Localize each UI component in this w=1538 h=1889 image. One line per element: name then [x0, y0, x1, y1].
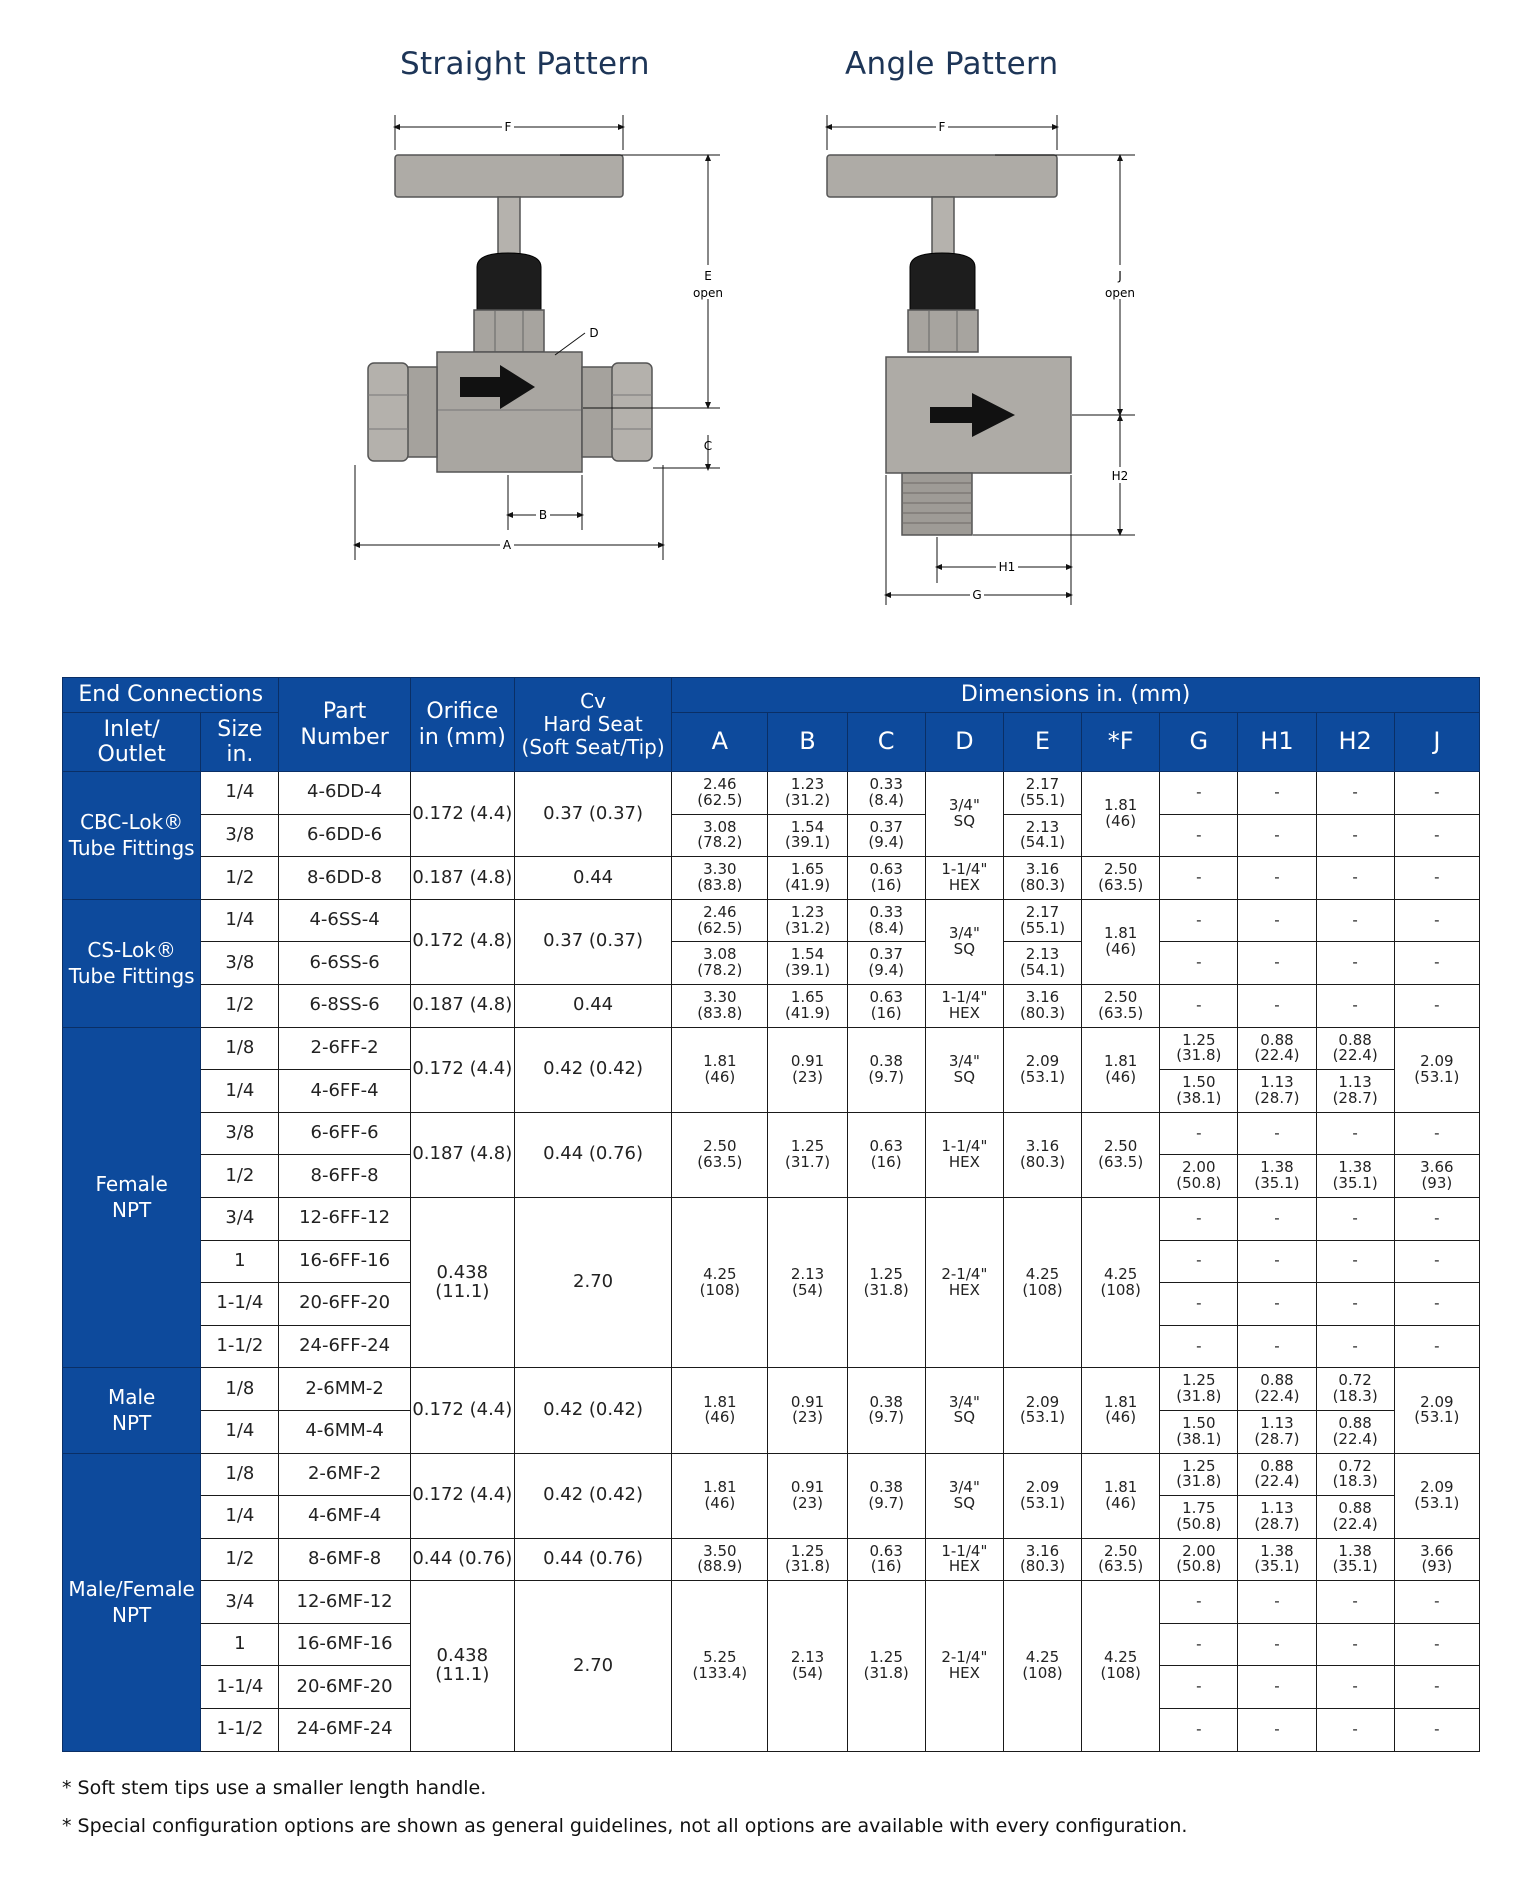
dim-e-cell: 2.17 (55.1) — [1003, 899, 1081, 942]
dim-g-cell: 2.00 (50.8) — [1160, 1538, 1238, 1581]
header-cv: Cv Hard Seat (Soft Seat/Tip) — [514, 678, 671, 772]
dim-j-cell: - — [1394, 984, 1479, 1027]
dim-f-cell: 4.25 (108) — [1082, 1581, 1160, 1751]
dim-h1-cell: 1.13 (28.7) — [1238, 1496, 1316, 1539]
cv-cell: 0.44 — [514, 984, 671, 1027]
cv-cell: 0.37 (0.37) — [514, 899, 671, 984]
connection-group: Male/Female NPT — [63, 1453, 201, 1751]
dim-c-cell: 0.33 (8.4) — [847, 772, 925, 815]
dim-a-cell: 4.25 (108) — [672, 1197, 768, 1367]
dim-h1-cell: 1.13 (28.7) — [1238, 1410, 1316, 1453]
dim-h2-cell: - — [1316, 772, 1394, 815]
size-cell: 1 — [201, 1240, 279, 1283]
dim-g-cell: - — [1160, 1709, 1238, 1752]
dim-g-cell: - — [1160, 1112, 1238, 1155]
dim-label-e-open: open — [693, 286, 723, 300]
dim-b-cell: 1.25 (31.8) — [768, 1538, 847, 1581]
dim-a-cell: 3.50 (88.9) — [672, 1538, 768, 1581]
header-orifice: Orifice in (mm) — [410, 678, 514, 772]
part-number-cell: 4-6FF-4 — [279, 1070, 410, 1113]
table-row — [63, 1368, 1480, 1411]
handle — [395, 155, 623, 197]
dim-g-cell: - — [1160, 1666, 1238, 1709]
part-number-cell: 12-6FF-12 — [279, 1197, 410, 1240]
connection-group: CBC-Lok® Tube Fittings — [63, 772, 201, 900]
dim-h1-cell: 0.88 (22.4) — [1238, 1027, 1316, 1070]
size-cell: 1/2 — [201, 1155, 279, 1198]
dim-b-cell: 1.23 (31.2) — [768, 772, 847, 815]
dim-g-cell: - — [1160, 1283, 1238, 1326]
part-number-cell: 20-6FF-20 — [279, 1283, 410, 1326]
straight-pattern-diagram — [350, 105, 730, 575]
header-dim-h1: H1 — [1238, 713, 1316, 772]
orifice-cell: 0.187 (4.8) — [410, 984, 514, 1027]
table-row — [63, 942, 1480, 985]
dim-label-c: C — [703, 439, 713, 453]
dim-j-cell: - — [1394, 942, 1479, 985]
size-cell: 1/2 — [201, 857, 279, 900]
dim-b-cell: 2.13 (54) — [768, 1197, 847, 1367]
table-row — [63, 1112, 1480, 1155]
dim-e-cell: 3.16 (80.3) — [1003, 1112, 1081, 1197]
angle-dim-label-h1: H1 — [998, 560, 1016, 574]
dim-c-cell: 0.37 (9.4) — [847, 942, 925, 985]
specification-table — [62, 677, 1480, 1752]
dim-g-cell: 1.25 (31.8) — [1160, 1368, 1238, 1411]
table-row — [63, 1197, 1480, 1240]
dim-h1-cell: - — [1238, 1112, 1316, 1155]
size-cell: 1 — [201, 1623, 279, 1666]
header-inlet-outlet: Inlet/ Outlet — [63, 713, 201, 772]
dim-h2-cell: - — [1316, 1240, 1394, 1283]
dim-h2-cell: - — [1316, 1623, 1394, 1666]
dim-g-cell: 1.75 (50.8) — [1160, 1496, 1238, 1539]
dim-d-cell: 1-1/4" HEX — [925, 984, 1003, 1027]
dim-h2-cell: - — [1316, 814, 1394, 857]
dim-c-cell: 0.33 (8.4) — [847, 899, 925, 942]
dim-g-cell: - — [1160, 1240, 1238, 1283]
size-cell: 3/8 — [201, 1112, 279, 1155]
dim-a-cell: 2.46 (62.5) — [672, 772, 768, 815]
table-row — [63, 1027, 1480, 1070]
dim-b-cell: 0.91 (23) — [768, 1027, 847, 1112]
dim-h2-cell: - — [1316, 1666, 1394, 1709]
size-cell: 3/8 — [201, 814, 279, 857]
cv-cell: 0.42 (0.42) — [514, 1368, 671, 1453]
dim-e-cell: 3.16 (80.3) — [1003, 984, 1081, 1027]
angle-pattern-diagram — [820, 105, 1150, 615]
dim-g-cell: - — [1160, 1623, 1238, 1666]
dim-c-cell: 0.63 (16) — [847, 857, 925, 900]
header-dim-e: E — [1003, 713, 1081, 772]
dim-label-a: A — [502, 538, 512, 552]
part-number-cell: 2-6MM-2 — [279, 1368, 410, 1411]
dim-b-cell: 0.91 (23) — [768, 1368, 847, 1453]
dim-j-cell: - — [1394, 1283, 1479, 1326]
dim-f-cell: 4.25 (108) — [1082, 1197, 1160, 1367]
dim-c-cell: 0.38 (9.7) — [847, 1027, 925, 1112]
cv-cell: 0.44 — [514, 857, 671, 900]
dim-d-cell: 1-1/4" HEX — [925, 1112, 1003, 1197]
dim-b-cell: 1.25 (31.7) — [768, 1112, 847, 1197]
part-number-cell: 16-6MF-16 — [279, 1623, 410, 1666]
dim-j-cell: - — [1394, 814, 1479, 857]
size-cell: 1/8 — [201, 1453, 279, 1496]
size-cell: 1/8 — [201, 1027, 279, 1070]
dim-g-cell: - — [1160, 984, 1238, 1027]
size-cell: 1/4 — [201, 1496, 279, 1539]
part-number-cell: 4-6MM-4 — [279, 1410, 410, 1453]
dim-g-cell: - — [1160, 942, 1238, 985]
dim-h2-cell: 1.13 (28.7) — [1316, 1070, 1394, 1113]
part-number-cell: 6-6FF-6 — [279, 1112, 410, 1155]
dim-j-cell: - — [1394, 857, 1479, 900]
angle-dim-label-j: J — [1118, 269, 1122, 283]
header-dim-g: G — [1160, 713, 1238, 772]
dim-j-cell: 2.09 (53.1) — [1394, 1027, 1479, 1112]
size-cell: 1/2 — [201, 984, 279, 1027]
dim-e-cell: 2.13 (54.1) — [1003, 942, 1081, 985]
dim-e-cell: 2.13 (54.1) — [1003, 814, 1081, 857]
dim-f-cell: 1.81 (46) — [1082, 1368, 1160, 1453]
dim-f-cell: 1.81 (46) — [1082, 1027, 1160, 1112]
dim-label-d: D — [589, 326, 599, 340]
orifice-cell: 0.172 (4.4) — [410, 1368, 514, 1453]
header-dim-h2: H2 — [1316, 713, 1394, 772]
dim-g-cell: - — [1160, 899, 1238, 942]
dim-h1-cell: - — [1238, 942, 1316, 985]
dim-a-cell: 3.08 (78.2) — [672, 942, 768, 985]
dim-b-cell: 1.65 (41.9) — [768, 984, 847, 1027]
table-row — [63, 1581, 1480, 1624]
header-dimensions: Dimensions in. (mm) — [672, 678, 1480, 713]
dim-j-cell: - — [1394, 1197, 1479, 1240]
cv-cell: 2.70 — [514, 1581, 671, 1751]
dim-c-cell: 1.25 (31.8) — [847, 1581, 925, 1751]
dim-h1-cell: - — [1238, 984, 1316, 1027]
header-dim-b: B — [768, 713, 847, 772]
dim-f-cell: 1.81 (46) — [1082, 899, 1160, 984]
dim-c-cell: 1.25 (31.8) — [847, 1197, 925, 1367]
dim-label-f: F — [504, 120, 512, 134]
part-number-cell: 6-6DD-6 — [279, 814, 410, 857]
cv-cell: 0.37 (0.37) — [514, 772, 671, 857]
dim-e-cell: 2.09 (53.1) — [1003, 1368, 1081, 1453]
orifice-cell: 0.187 (4.8) — [410, 1112, 514, 1197]
dim-g-cell: - — [1160, 772, 1238, 815]
part-number-cell: 2-6FF-2 — [279, 1027, 410, 1070]
dim-h1-cell: - — [1238, 1623, 1316, 1666]
dim-j-cell: - — [1394, 772, 1479, 815]
orifice-cell: 0.172 (4.4) — [410, 1453, 514, 1538]
dim-d-cell: 2-1/4" HEX — [925, 1197, 1003, 1367]
table-row — [63, 1538, 1480, 1581]
dim-d-cell: 3/4" SQ — [925, 1453, 1003, 1538]
dim-h2-cell: - — [1316, 1581, 1394, 1624]
dim-h1-cell: - — [1238, 1325, 1316, 1368]
dim-a-cell: 3.30 (83.8) — [672, 984, 768, 1027]
dim-h1-cell: 1.38 (35.1) — [1238, 1538, 1316, 1581]
dim-g-cell: - — [1160, 1581, 1238, 1624]
dim-g-cell: 1.50 (38.1) — [1160, 1070, 1238, 1113]
size-cell: 3/8 — [201, 942, 279, 985]
dim-h1-cell: - — [1238, 1283, 1316, 1326]
dim-h2-cell: - — [1316, 942, 1394, 985]
part-number-cell: 4-6DD-4 — [279, 772, 410, 815]
dim-j-cell: - — [1394, 1666, 1479, 1709]
table-row — [63, 1453, 1480, 1496]
dim-c-cell: 0.38 (9.7) — [847, 1453, 925, 1538]
dim-d-cell: 1-1/4" HEX — [925, 1538, 1003, 1581]
dim-h2-cell: 1.38 (35.1) — [1316, 1538, 1394, 1581]
packing-nut — [477, 253, 541, 310]
dim-a-cell: 1.81 (46) — [672, 1027, 768, 1112]
dim-j-cell: 3.66 (93) — [1394, 1538, 1479, 1581]
dim-h2-cell: - — [1316, 899, 1394, 942]
part-number-cell: 8-6DD-8 — [279, 857, 410, 900]
dim-a-cell: 3.30 (83.8) — [672, 857, 768, 900]
dim-b-cell: 1.54 (39.1) — [768, 942, 847, 985]
dim-h1-cell: - — [1238, 1240, 1316, 1283]
part-number-cell: 6-6SS-6 — [279, 942, 410, 985]
header-dim-d: D — [925, 713, 1003, 772]
dim-e-cell: 4.25 (108) — [1003, 1581, 1081, 1751]
dim-a-cell: 3.08 (78.2) — [672, 814, 768, 857]
orifice-cell: 0.438 (11.1) — [410, 1581, 514, 1751]
part-number-cell: 4-6SS-4 — [279, 899, 410, 942]
dim-j-cell: - — [1394, 1240, 1479, 1283]
specification-table-body — [63, 772, 1480, 1752]
part-number-cell: 8-6MF-8 — [279, 1538, 410, 1581]
connection-group: CS-Lok® Tube Fittings — [63, 899, 201, 1027]
dim-g-cell: - — [1160, 814, 1238, 857]
orifice-cell: 0.187 (4.8) — [410, 857, 514, 900]
dim-h1-cell: - — [1238, 857, 1316, 900]
dim-h1-cell: - — [1238, 899, 1316, 942]
orifice-cell: 0.172 (4.4) — [410, 772, 514, 857]
footnote-soft-stem: * Soft stem tips use a smaller length handle. — [62, 1777, 487, 1799]
dim-j-cell: - — [1394, 1623, 1479, 1666]
part-number-cell: 20-6MF-20 — [279, 1666, 410, 1709]
dim-f-cell: 2.50 (63.5) — [1082, 857, 1160, 900]
cv-cell: 2.70 — [514, 1197, 671, 1367]
dim-e-cell: 3.16 (80.3) — [1003, 1538, 1081, 1581]
dim-e-cell: 3.16 (80.3) — [1003, 857, 1081, 900]
dim-f-cell: 2.50 (63.5) — [1082, 1112, 1160, 1197]
table-row — [63, 814, 1480, 857]
dim-c-cell: 0.63 (16) — [847, 984, 925, 1027]
dim-d-cell: 2-1/4" HEX — [925, 1581, 1003, 1751]
dim-e-cell: 2.09 (53.1) — [1003, 1027, 1081, 1112]
dim-e-cell: 4.25 (108) — [1003, 1197, 1081, 1367]
dim-j-cell: 3.66 (93) — [1394, 1155, 1479, 1198]
table-row — [63, 857, 1480, 900]
dim-a-cell: 2.50 (63.5) — [672, 1112, 768, 1197]
cv-cell: 0.44 (0.76) — [514, 1538, 671, 1581]
dim-j-cell: - — [1394, 1325, 1479, 1368]
size-cell: 1/2 — [201, 1538, 279, 1581]
dim-b-cell: 0.91 (23) — [768, 1453, 847, 1538]
dim-h2-cell: 1.38 (35.1) — [1316, 1155, 1394, 1198]
size-cell: 1/4 — [201, 772, 279, 815]
straight-pattern-title: Straight Pattern — [400, 46, 650, 82]
dim-h2-cell: - — [1316, 1112, 1394, 1155]
dim-c-cell: 0.63 (16) — [847, 1538, 925, 1581]
dim-e-cell: 2.09 (53.1) — [1003, 1453, 1081, 1538]
size-cell: 3/4 — [201, 1581, 279, 1624]
dim-j-cell: - — [1394, 1112, 1479, 1155]
size-cell: 1/4 — [201, 1410, 279, 1453]
dim-h2-cell: - — [1316, 857, 1394, 900]
dim-a-cell: 2.46 (62.5) — [672, 899, 768, 942]
dim-f-cell: 1.81 (46) — [1082, 772, 1160, 857]
dim-g-cell: - — [1160, 857, 1238, 900]
dim-g-cell: - — [1160, 1325, 1238, 1368]
dim-h2-cell: - — [1316, 984, 1394, 1027]
dim-h1-cell: - — [1238, 1581, 1316, 1624]
part-number-cell: 2-6MF-2 — [279, 1453, 410, 1496]
dim-h1-cell: - — [1238, 772, 1316, 815]
size-cell: 1-1/4 — [201, 1283, 279, 1326]
table-row — [63, 984, 1480, 1027]
dim-c-cell: 0.37 (9.4) — [847, 814, 925, 857]
dim-b-cell: 1.23 (31.2) — [768, 899, 847, 942]
angle-dim-label-g: G — [972, 588, 982, 602]
valve-body — [437, 352, 582, 472]
cv-cell: 0.42 (0.42) — [514, 1027, 671, 1112]
dim-label-e: E — [704, 269, 712, 283]
part-number-cell: 24-6MF-24 — [279, 1709, 410, 1752]
cv-cell: 0.44 (0.76) — [514, 1112, 671, 1197]
part-number-cell: 8-6FF-8 — [279, 1155, 410, 1198]
part-number-cell: 12-6MF-12 — [279, 1581, 410, 1624]
dim-d-cell: 3/4" SQ — [925, 1368, 1003, 1453]
dim-a-cell: 1.81 (46) — [672, 1453, 768, 1538]
orifice-cell: 0.44 (0.76) — [410, 1538, 514, 1581]
cv-cell: 0.42 (0.42) — [514, 1453, 671, 1538]
dim-h2-cell: 0.88 (22.4) — [1316, 1496, 1394, 1539]
angle-pattern-title: Angle Pattern — [845, 46, 1059, 82]
dim-j-cell: 2.09 (53.1) — [1394, 1368, 1479, 1453]
header-size: Size in. — [201, 713, 279, 772]
size-cell: 1/4 — [201, 1070, 279, 1113]
dim-h1-cell: 1.38 (35.1) — [1238, 1155, 1316, 1198]
dim-j-cell: - — [1394, 1581, 1479, 1624]
dim-h1-cell: 1.13 (28.7) — [1238, 1070, 1316, 1113]
footnote-special-config: * Special configuration options are shown as general guidelines, not all options are available with every configuration. — [62, 1815, 1188, 1837]
dim-h1-cell: - — [1238, 814, 1316, 857]
dim-d-cell: 3/4" SQ — [925, 899, 1003, 984]
dim-h1-cell: - — [1238, 1666, 1316, 1709]
dim-h2-cell: 0.72 (18.3) — [1316, 1368, 1394, 1411]
dim-f-cell: 2.50 (63.5) — [1082, 984, 1160, 1027]
dim-h1-cell: - — [1238, 1709, 1316, 1752]
connection-group: Female NPT — [63, 1027, 201, 1368]
part-number-cell: 24-6FF-24 — [279, 1325, 410, 1368]
dim-d-cell: 3/4" SQ — [925, 772, 1003, 857]
angle-dim-label-h2: H2 — [1111, 469, 1129, 483]
dim-label-b: B — [538, 508, 548, 522]
size-cell: 1-1/2 — [201, 1709, 279, 1752]
part-number-cell: 16-6FF-16 — [279, 1240, 410, 1283]
dim-j-cell: 2.09 (53.1) — [1394, 1453, 1479, 1538]
dim-h1-cell: - — [1238, 1197, 1316, 1240]
header-dim-c: C — [847, 713, 925, 772]
dim-a-cell: 1.81 (46) — [672, 1368, 768, 1453]
dim-g-cell: 1.25 (31.8) — [1160, 1453, 1238, 1496]
dim-g-cell: 1.50 (38.1) — [1160, 1410, 1238, 1453]
dim-h2-cell: - — [1316, 1709, 1394, 1752]
size-cell: 1/8 — [201, 1368, 279, 1411]
dim-c-cell: 0.38 (9.7) — [847, 1368, 925, 1453]
dim-f-cell: 1.81 (46) — [1082, 1453, 1160, 1538]
part-number-cell: 4-6MF-4 — [279, 1496, 410, 1539]
orifice-cell: 0.172 (4.4) — [410, 1027, 514, 1112]
orifice-cell: 0.172 (4.8) — [410, 899, 514, 984]
dim-h1-cell: 0.88 (22.4) — [1238, 1368, 1316, 1411]
dim-h1-cell: 0.88 (22.4) — [1238, 1453, 1316, 1496]
header-end-connections: End Connections — [63, 678, 279, 713]
dim-b-cell: 2.13 (54) — [768, 1581, 847, 1751]
header-dim-j: J — [1394, 713, 1479, 772]
orifice-cell: 0.438 (11.1) — [410, 1197, 514, 1367]
table-row — [63, 899, 1480, 942]
dim-c-cell: 0.63 (16) — [847, 1112, 925, 1197]
dim-a-cell: 5.25 (133.4) — [672, 1581, 768, 1751]
dim-h2-cell: 0.88 (22.4) — [1316, 1027, 1394, 1070]
dim-d-cell: 1-1/4" HEX — [925, 857, 1003, 900]
dim-h2-cell: 0.88 (22.4) — [1316, 1410, 1394, 1453]
dim-h2-cell: - — [1316, 1197, 1394, 1240]
dim-g-cell: - — [1160, 1197, 1238, 1240]
dim-h2-cell: 0.72 (18.3) — [1316, 1453, 1394, 1496]
dim-g-cell: 2.00 (50.8) — [1160, 1155, 1238, 1198]
connection-group: Male NPT — [63, 1368, 201, 1453]
dim-h2-cell: - — [1316, 1325, 1394, 1368]
size-cell: 3/4 — [201, 1197, 279, 1240]
dim-b-cell: 1.65 (41.9) — [768, 857, 847, 900]
header-dim-f: *F — [1082, 713, 1160, 772]
dim-d-cell: 3/4" SQ — [925, 1027, 1003, 1112]
dim-f-cell: 2.50 (63.5) — [1082, 1538, 1160, 1581]
table-row — [63, 772, 1480, 815]
size-cell: 1/4 — [201, 899, 279, 942]
angle-dim-label-j-open: open — [1105, 286, 1135, 300]
dim-j-cell: - — [1394, 1709, 1479, 1752]
dim-e-cell: 2.17 (55.1) — [1003, 772, 1081, 815]
part-number-cell: 6-8SS-6 — [279, 984, 410, 1027]
size-cell: 1-1/4 — [201, 1666, 279, 1709]
dim-g-cell: 1.25 (31.8) — [1160, 1027, 1238, 1070]
size-cell: 1-1/2 — [201, 1325, 279, 1368]
dim-j-cell: - — [1394, 899, 1479, 942]
dim-b-cell: 1.54 (39.1) — [768, 814, 847, 857]
header-dim-a: A — [672, 713, 768, 772]
header-part-number: Part Number — [279, 678, 410, 772]
angle-dim-label-f: F — [938, 120, 946, 134]
dim-h2-cell: - — [1316, 1283, 1394, 1326]
